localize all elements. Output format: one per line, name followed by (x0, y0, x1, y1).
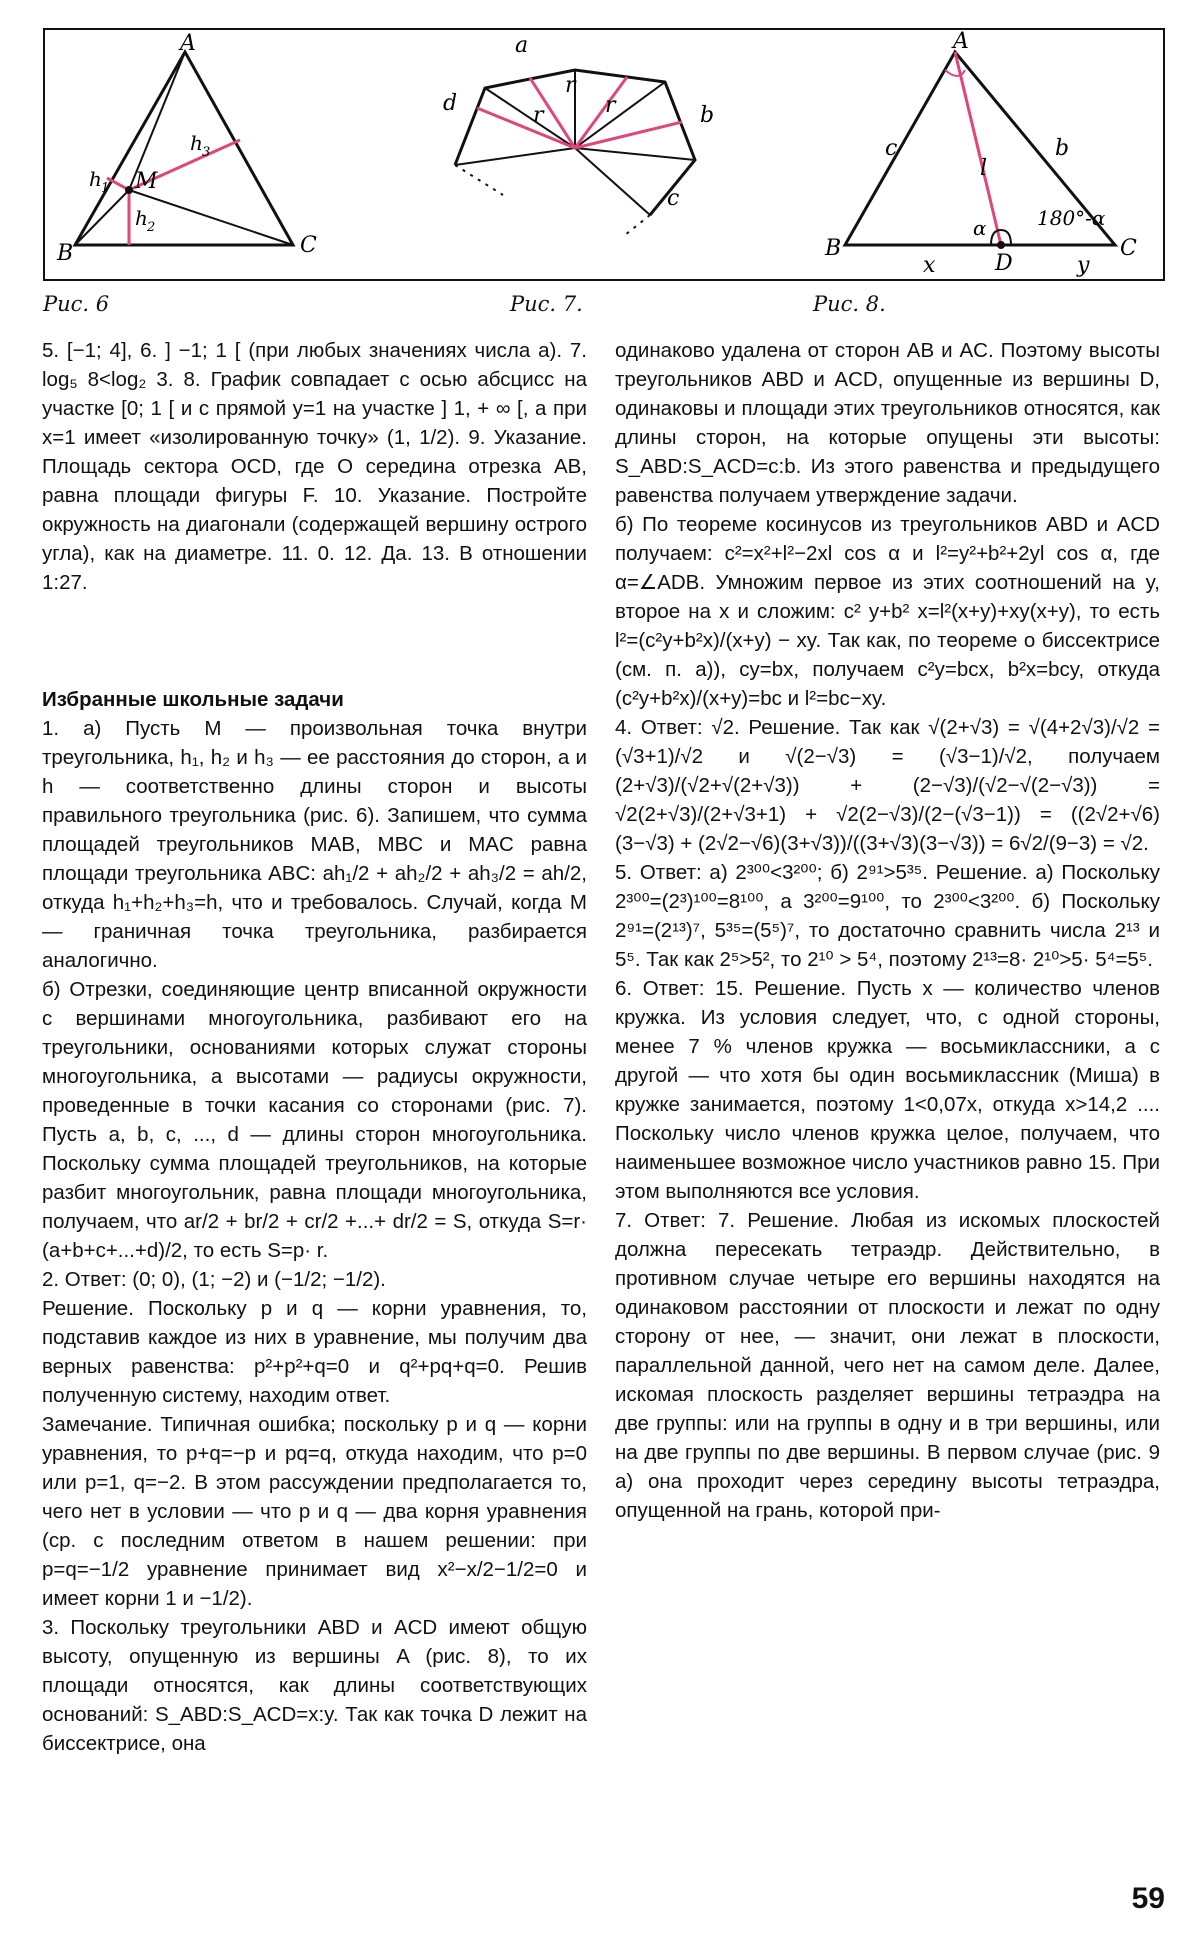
problem-1b: б) Отрезки, соединяющие центр вписанной окружности с вершинами многоугольника, разбивают его на треугольники, основаниями которых служат стороны многоугольника, а высотами — радиусы окружности, проведенные в точки касания со сторонами (рис. 7). Пусть a, b, c, ..., d — длины сторон многоугольника. Поскольку сумма площадей треугольников, на которые разбит многоугольник, равна площади многоугольника, получаем, что ar/2 + br/2 + cr/2 +...+ dr/2 = S, откуда S=r· (a+b+c+...+d)/2, то есть S=p· r. (42, 978, 587, 1262)
fig8-label-D: D (995, 251, 1013, 276)
fig8-label-angle: 180°-α (1037, 206, 1106, 230)
page-number: 59 (1131, 1882, 1165, 1915)
fig8-label-B: B (825, 236, 842, 261)
caption-fig7: Рис. 7. (510, 292, 583, 316)
figures-frame (43, 28, 1165, 281)
fig6-label-C: C (300, 233, 317, 258)
fig6-label-h2: h (135, 206, 148, 230)
problem-4: 4. Ответ: √2. Решение. Так как √(2+√3) = √(4+2√3)/√2 = (√3+1)/√2 и √(2−√3) = (√3−1)/√2, получаем (2+√3)/(√2+√(2+√3)) + (2−√3)/(√2−√(2−√3)) = √2(2+√3)/(2+√3+1) + √2(2−√3)/(2−(√3−1)) = ((2√2+√6)(3−√3) + (2√2−√6)(3+√3))/((3+√3)(3−√3)) = 6√2/(9−3) = √2. (615, 716, 1160, 855)
fig6-label-M: M (135, 169, 158, 194)
fig8-label-y: y (1077, 253, 1090, 278)
problem-3a: 3. Поскольку треугольники ABD и ACD имеют общую высоту, опущенную из вершины A (рис. 8), то их площади относятся, как длины соответствующих оснований: S_ABD:S_ACD=x:y. Так как точка D лежит на биссектрисе, она (42, 1616, 587, 1755)
section-heading: Избранные школьные задачи (42, 688, 344, 711)
fig8-label-A: A (953, 29, 969, 54)
fig8-label-b: b (1055, 136, 1070, 161)
right-column (615, 336, 1160, 1525)
fig6-label-B: B (57, 241, 74, 266)
problem-3b: б) По теореме косинусов из треугольников ABD и ACD получаем: c²=x²+l²−2xl cos α и l²=y²+b²+2yl cos α, где α=∠ADB. Умножим первое из этих соотношений на y, второе на x и сложим: c² y+b² x=l²(x+y)+xy(x+y), то есть l²=(c²y+b²x)/(x+y) − xy. Так как, по теореме о биссектрисе (см. п. а)), cy=bx, получаем c²y=bcx, b²x=bcy, откуда (c²y+b²x)/(x+y)=bc и l²=bc−xy. (615, 513, 1160, 710)
fig7-label-d: d (443, 91, 458, 116)
problem-2-remark: Замечание. Типичная ошибка; поскольку p и q — корни уравнения, то p+q=−p и pq=q, откуда находим, что p=0 или p=1, q=−2. В этом рассуждении предполагается то, чего нет в условии — что p и q — два корня уравнения (ср. с последним ответом в нашем решении: при p=q=−1/2 уравнение принимает вид x²−x/2−1/2=0 и имеет корни 1 и −1/2). (42, 1413, 587, 1610)
left-column (42, 336, 587, 1758)
fig6-label-h1-sub: 1 (101, 181, 110, 196)
figure-8 (815, 30, 1165, 280)
problem-3a-cont: одинаково удалена от сторон AB и AC. Поэтому высоты треугольников ABD и ACD, опущенные из вершины D, одинаковы и площади этих треугольников относятся, как длины сторон, на которые опущены эти высоты: S_ABD:S_ACD=c:b. Из этого равенства и предыдущего равенства получаем утверждение задачи. (615, 339, 1160, 507)
figure-6 (45, 30, 375, 280)
problem-2-solution: Решение. Поскольку p и q — корни уравнения, то, подставив каждое из них в уравнение, мы получим два верных равенства: p²+p²+q=0 и q²+pq+q=0. Решив полученную систему, находим ответ. (42, 1297, 587, 1407)
fig6-label-A: A (180, 31, 196, 56)
caption-fig6: Рис. 6 (43, 292, 110, 316)
fig7-label-c: c (667, 186, 680, 211)
fig6-label-h3-sub: 3 (202, 145, 211, 160)
fig8-label-l: l (980, 156, 988, 181)
fig8-label-alpha: α (973, 216, 987, 240)
caption-fig8: Рис. 8. (813, 292, 886, 316)
fig7-label-r1: r (533, 103, 544, 128)
fig7-label-r2: r (565, 73, 576, 98)
fig8-label-x: x (923, 253, 936, 278)
problem-1a: 1. а) Пусть M — произвольная точка внутри треугольника, h₁, h₂ и h₃ — ее расстояния до сторон, a и h — соответственно длины сторон и высоты правильного треугольника (рис. 6). Запишем, что сумма площадей треугольников MAB, MBC и MAC равна площади треугольника ABC: ah₁/2 + ah₂/2 + ah₃/2 = ah/2, откуда h₁+h₂+h₃=h, что и требовалось. Случай, когда M — граничная точка треугольника, разбирается аналогично. (42, 717, 587, 972)
fig6-label-h1: h (89, 167, 102, 191)
fig6-triangle (75, 52, 293, 245)
problem-6: 6. Ответ: 15. Решение. Пусть x — количество членов кружка. Из условия следует, что, с одной стороны, менее 7 % членов кружка — восьмиклассники, а с другой — что хотя бы один восьмиклассник (Миша) в кружке занимается, поэтому 1<0,07x, откуда x>14,2 .... Поскольку число членов кружка целое, получаем, что наименьшее возможное число участников равно 15. При этом выполняются все условия. (615, 977, 1160, 1203)
problem-5: 5. Ответ: а) 2³⁰⁰<3²⁰⁰; б) 2⁹¹>5³⁵. Решение. а) Поскольку 2³⁰⁰=(2³)¹⁰⁰=8¹⁰⁰, а 3²⁰⁰=9¹⁰⁰, то 2³⁰⁰<3²⁰⁰. б) Поскольку 2⁹¹=(2¹³)⁷, 5³⁵=(5⁵)⁷, то достаточно сравнить числа 2¹³ и 5⁵. Так как 2⁵>5², то 2¹⁰ > 5⁴, поэтому 2¹³=8· 2¹⁰>5· 5⁴=5⁵. (615, 861, 1160, 971)
fig7-label-b: b (700, 103, 715, 128)
answers-5-13: 5. [−1; 4], 6. ] −1; 1 [ (при любых значениях числа a). 7. log₅ 8<log₂ 3. 8. График совпадает с осью абсцисс на участке [0; 1 [ и с прямой y=1 на участке ] 1, + ∞ [, а при x=1 имеет «изолированную точку» (1, 1/2). 9. Указание. Площадь сектора OCD, где O середина отрезка AB, равна площади фигуры F. 10. Указание. Постройте окружность на диагонали (содержащей вершину острого угла), как на диаметре. 11. 0. 12. Да. 13. В отношении 1:27. (42, 339, 587, 594)
fig8-label-c: c (885, 136, 898, 161)
figure-7 (443, 30, 775, 280)
fig7-label-r3: r (605, 93, 616, 118)
problem-2-answer: 2. Ответ: (0; 0), (1; −2) и (−1/2; −1/2). (42, 1268, 386, 1291)
problem-7: 7. Ответ: 7. Решение. Любая из искомых плоскостей должна пересекать тетраэдр. Действительно, в противном случае четыре его вершины находятся на одинаковом расстоянии от плоскости и лежат по одну сторону от нее, — значит, они лежат в плоскости, параллельной данной, чего нет на самом деле. Далее, искомая плоскость разделяет вершины тетраэдра на две группы: или на группы в одну и в три вершины, или на две группы по две вершины. В первом случае (рис. 9 а) она проходит через середину высоты тетраэдра, опущенной на грань, которой при- (615, 1209, 1160, 1522)
fig8-label-C: C (1120, 236, 1137, 261)
fig6-label-h2-sub: 2 (147, 220, 156, 235)
fig7-label-a: a (515, 33, 529, 58)
fig6-label-h3: h (190, 131, 203, 155)
